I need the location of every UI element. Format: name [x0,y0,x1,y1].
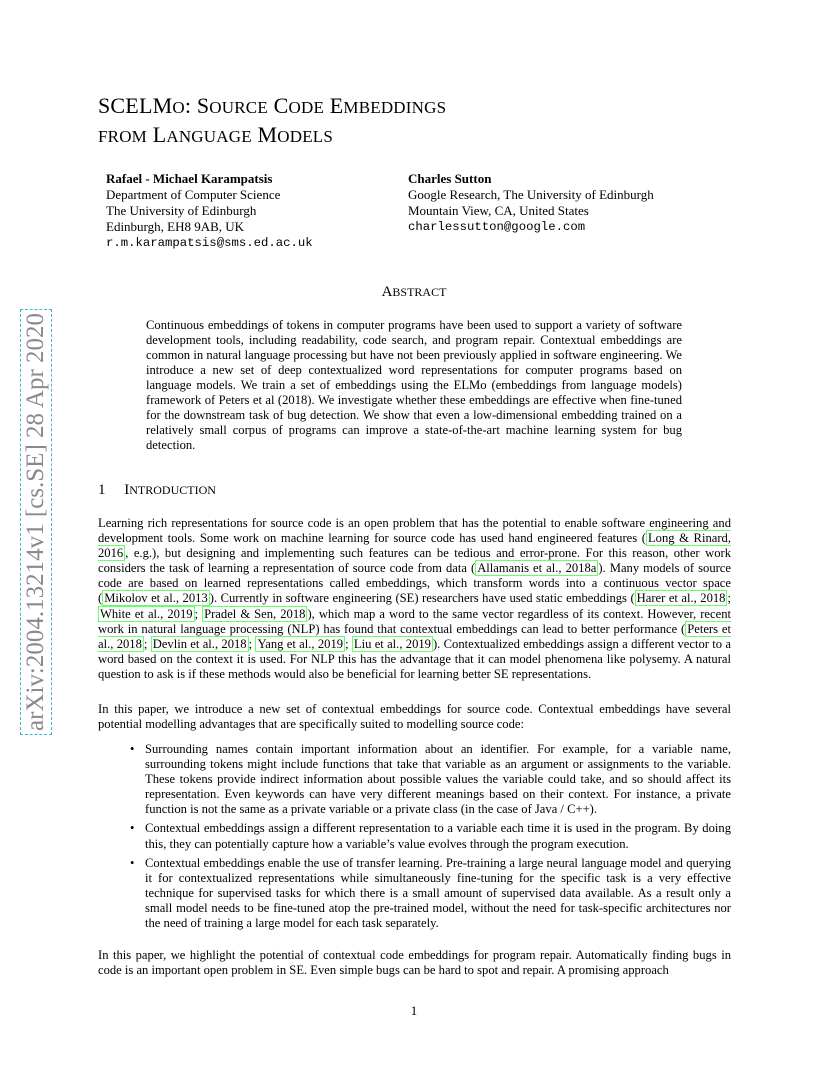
abstract-body: Continuous embeddings of tokens in computer programs have been used to support a variety of software development tools, including readability, code search, and program repair. Contextual embeddings are common in natural language processing but have not been previously applied in software engineering. We introduce a new set of deep contextualized word representations for computer programs based on language models. We train a set of embeddings using the ELMo (embeddings from language models) framework of Peters et al (2018). We investigate whether these embeddings are effective when fine-tuned for the downstream task of bug detection. We show that even a low-dimensional embedding trained on a relatively small corpus of programs can improve a state-of-the-art machine learning system for bug detection. [146,318,682,452]
bullet-icon: • [130,855,135,870]
author-affiliation: Mountain View, CA, United States [408,203,589,218]
citation-link[interactable]: Allamanis et al., 2018a [477,561,597,576]
author-name: Rafael - Michael Karampatsis [106,171,273,186]
citation-link[interactable]: Long & Rinard, 2016 [98,531,731,561]
author-email: r.m.karampatsis@sms.ed.ac.uk [106,236,313,250]
author-email: charlessutton@google.com [408,220,586,234]
author-1 [106,171,313,251]
bullet-icon: • [130,742,135,756]
title-line-2: FROM LANGUAGE MODELS [98,122,334,147]
citation-link[interactable]: White et al., 2019 [100,606,193,621]
author-affiliation: Edinburgh, EH8 9AB, UK [106,219,245,234]
bullet-icon: • [130,821,135,836]
intro-paragraph-3: In this paper, we highlight the potential of contextual code embeddings for program repair. Automatically finding bugs in code is an important open problem in SE. Even simple bugs can be hard to spot and repair. A promising approach [98,948,731,978]
author-affiliation: The University of Edinburgh [106,203,257,218]
arxiv-stamp[interactable]: arXiv:2004.13214v1 [cs.SE] 28 Apr 2020 [20,309,52,735]
citation-link[interactable]: Peters et al., 2018 [98,621,731,651]
author-2 [408,171,654,235]
title-line-1: SCELMO: SOURCE CODE EMBEDDINGS [98,93,447,118]
list-item: • Contextual embeddings enable the use of transfer learning. Pre-training a large neural language model and querying it for contextualized representations while simultaneously fine-tuning for the specific task is a very effective technique for supervised tasks for which there is a small amount of supervised data available. As a result only a small model needs to be fine-tuned atop the pre-trained model, without the need for task-specific architectures nor the need of training a large model for each task separately. [130,855,731,931]
citation-link[interactable]: Harer et al., 2018 [636,591,726,606]
author-name: Charles Sutton [408,171,492,186]
page-number: 1 [410,1003,418,1018]
author-affiliation: Department of Computer Science [106,187,281,202]
list-item: • Surrounding names contain important information about an identifier. For example, for a variable name, surrounding tokens might include functions that take that variable as an argument or assignments to the variable. These tokens provide indirect information about possible values the variable could take, and so should affect its representation. Even keywords can have very different meanings based on their context. For instance, a private function is not the same as a private variable or a private class (in the case of Java / C++). [130,742,731,817]
citation-link[interactable]: Mikolov et al., 2013 [104,591,208,606]
citation-link[interactable]: Liu et al., 2019 [353,636,431,651]
intro-paragraph-1: Learning rich representations for source code is an open problem that has the potential to enable software engineering and development tools. Some work on machine learning for source code has used hand engineered features ( Long & Rinard, 2016 , e.g.), but designing and implementing such features can be tedious and error-prone. For this reason, other work considers the task of learning a representation of source code from data ( Allamanis et al., 2018a ). Many models of source code are based on learned representations called embeddings, which transform words into a continuous vector space ( Mikolov et al., 2013 ). Currently in software engineering (SE) researchers have used static embeddings ( Harer et al., 2018 ; White et al., 2019 ; Pradel & Sen, 2018 ), which map a word to the same vector regardless of its context. However, recent work in natural language processing (NLP) has found that contextual embeddings can lead to better performance ( Peters et al., 2018 ; Devlin et al., 2018 ; Yang et al., 2019 ; Liu et al., 2019 ). Contextualized embeddings assign a different vector to a word based on the context it is used. For NLP this has the advantage that it can model phenomena like polysemy. A natural question to ask is if these methods would also be beneficial for learning better SE representations. [98,516,731,681]
citation-link[interactable]: Yang et al., 2019 [257,636,344,651]
abstract-heading: ABSTRACT [381,284,447,300]
list-item: • Contextual embeddings assign a different representation to a variable each time it is used in the program. By doing this, they can potentially capture how a variable’s value evolves through the program execution. [130,821,731,851]
section-heading: 1 INTRODUCTION [98,482,216,498]
intro-paragraph-2: In this paper, we introduce a new set of contextual embeddings for source code. Contextual embeddings have several potential modelling advantages that are specifically suited to modelling source code: [98,702,731,732]
citation-link[interactable]: Devlin et al., 2018 [152,636,247,651]
paper-title [98,92,446,150]
advantages-list [122,742,731,935]
author-affiliation: Google Research, The University of Edinburgh [408,187,654,202]
citation-link[interactable]: Pradel & Sen, 2018 [204,606,306,621]
